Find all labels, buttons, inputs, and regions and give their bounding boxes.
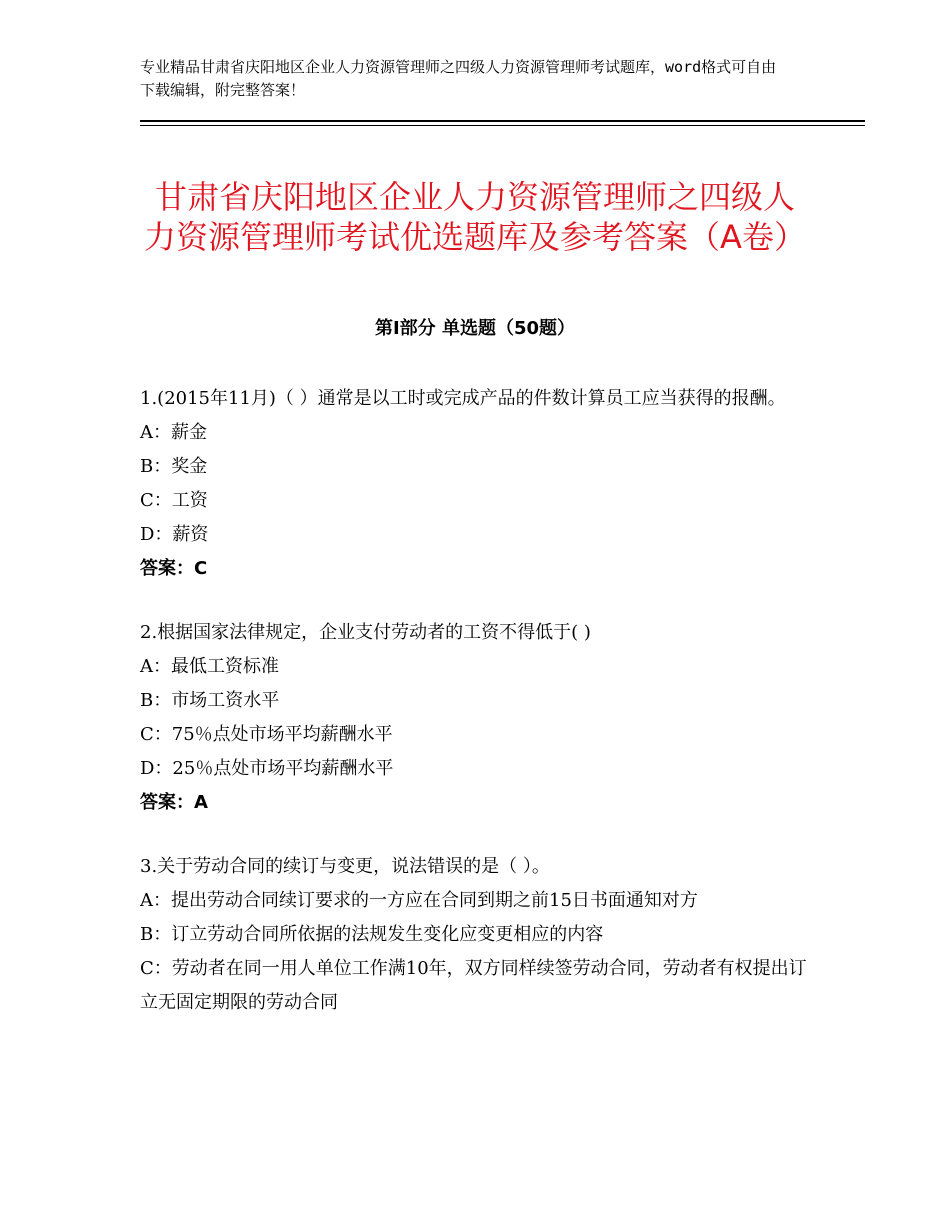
option-c: C：75％点处市场平均薪酬水平 <box>140 724 393 745</box>
option-a: A：提出劳动合同续订要求的一方应在合同到期之前15日书面通知对方 <box>140 890 698 911</box>
option-b: B：奖金 <box>140 456 208 477</box>
option-b: B：订立劳动合同所依据的法规发生变化应变更相应的内容 <box>140 924 604 945</box>
question-3 <box>140 850 810 1020</box>
option-d: D：25％点处市场平均薪酬水平 <box>140 758 394 779</box>
question-text: 3.关于劳动合同的续订与变更，说法错误的是（ ）。 <box>140 856 550 877</box>
option-c: C：工资 <box>140 490 208 511</box>
section-title: 第Ⅰ部分 单选题（50题） <box>374 318 575 339</box>
question-text: 1.(2015年11月)（ ）通常是以工时或完成产品的件数计算员工应当获得的报酬。 <box>140 388 786 409</box>
header-rule-thin <box>140 125 865 126</box>
question-1 <box>140 382 810 586</box>
option-c: C：劳动者在同一用人单位工作满10年，双方同样续签劳动合同，劳动者有权提出订立无固定期限的劳动合同 <box>140 958 807 1013</box>
option-a: A：最低工资标准 <box>140 656 279 677</box>
option-a: A：薪金 <box>140 422 207 443</box>
document-title: 甘肃省庆阳地区企业人力资源管理师之四级人力资源管理师考试优选题库及参考答案（A卷） <box>144 178 806 257</box>
answer: 答案：A <box>140 792 208 813</box>
header-rule-thick <box>140 120 865 122</box>
option-d: D：薪资 <box>140 524 209 545</box>
question-text: 2.根据国家法律规定，企业支付劳动者的工资不得低于( ) <box>140 622 591 643</box>
question-2 <box>140 616 810 820</box>
question-list <box>140 382 810 1050</box>
header-note: 专业精品甘肃省庆阳地区企业人力资源管理师之四级人力资源管理师考试题库，word格式可自由下载编辑，附完整答案！ <box>140 58 777 99</box>
option-b: B：市场工资水平 <box>140 690 280 711</box>
answer: 答案：C <box>140 558 208 579</box>
